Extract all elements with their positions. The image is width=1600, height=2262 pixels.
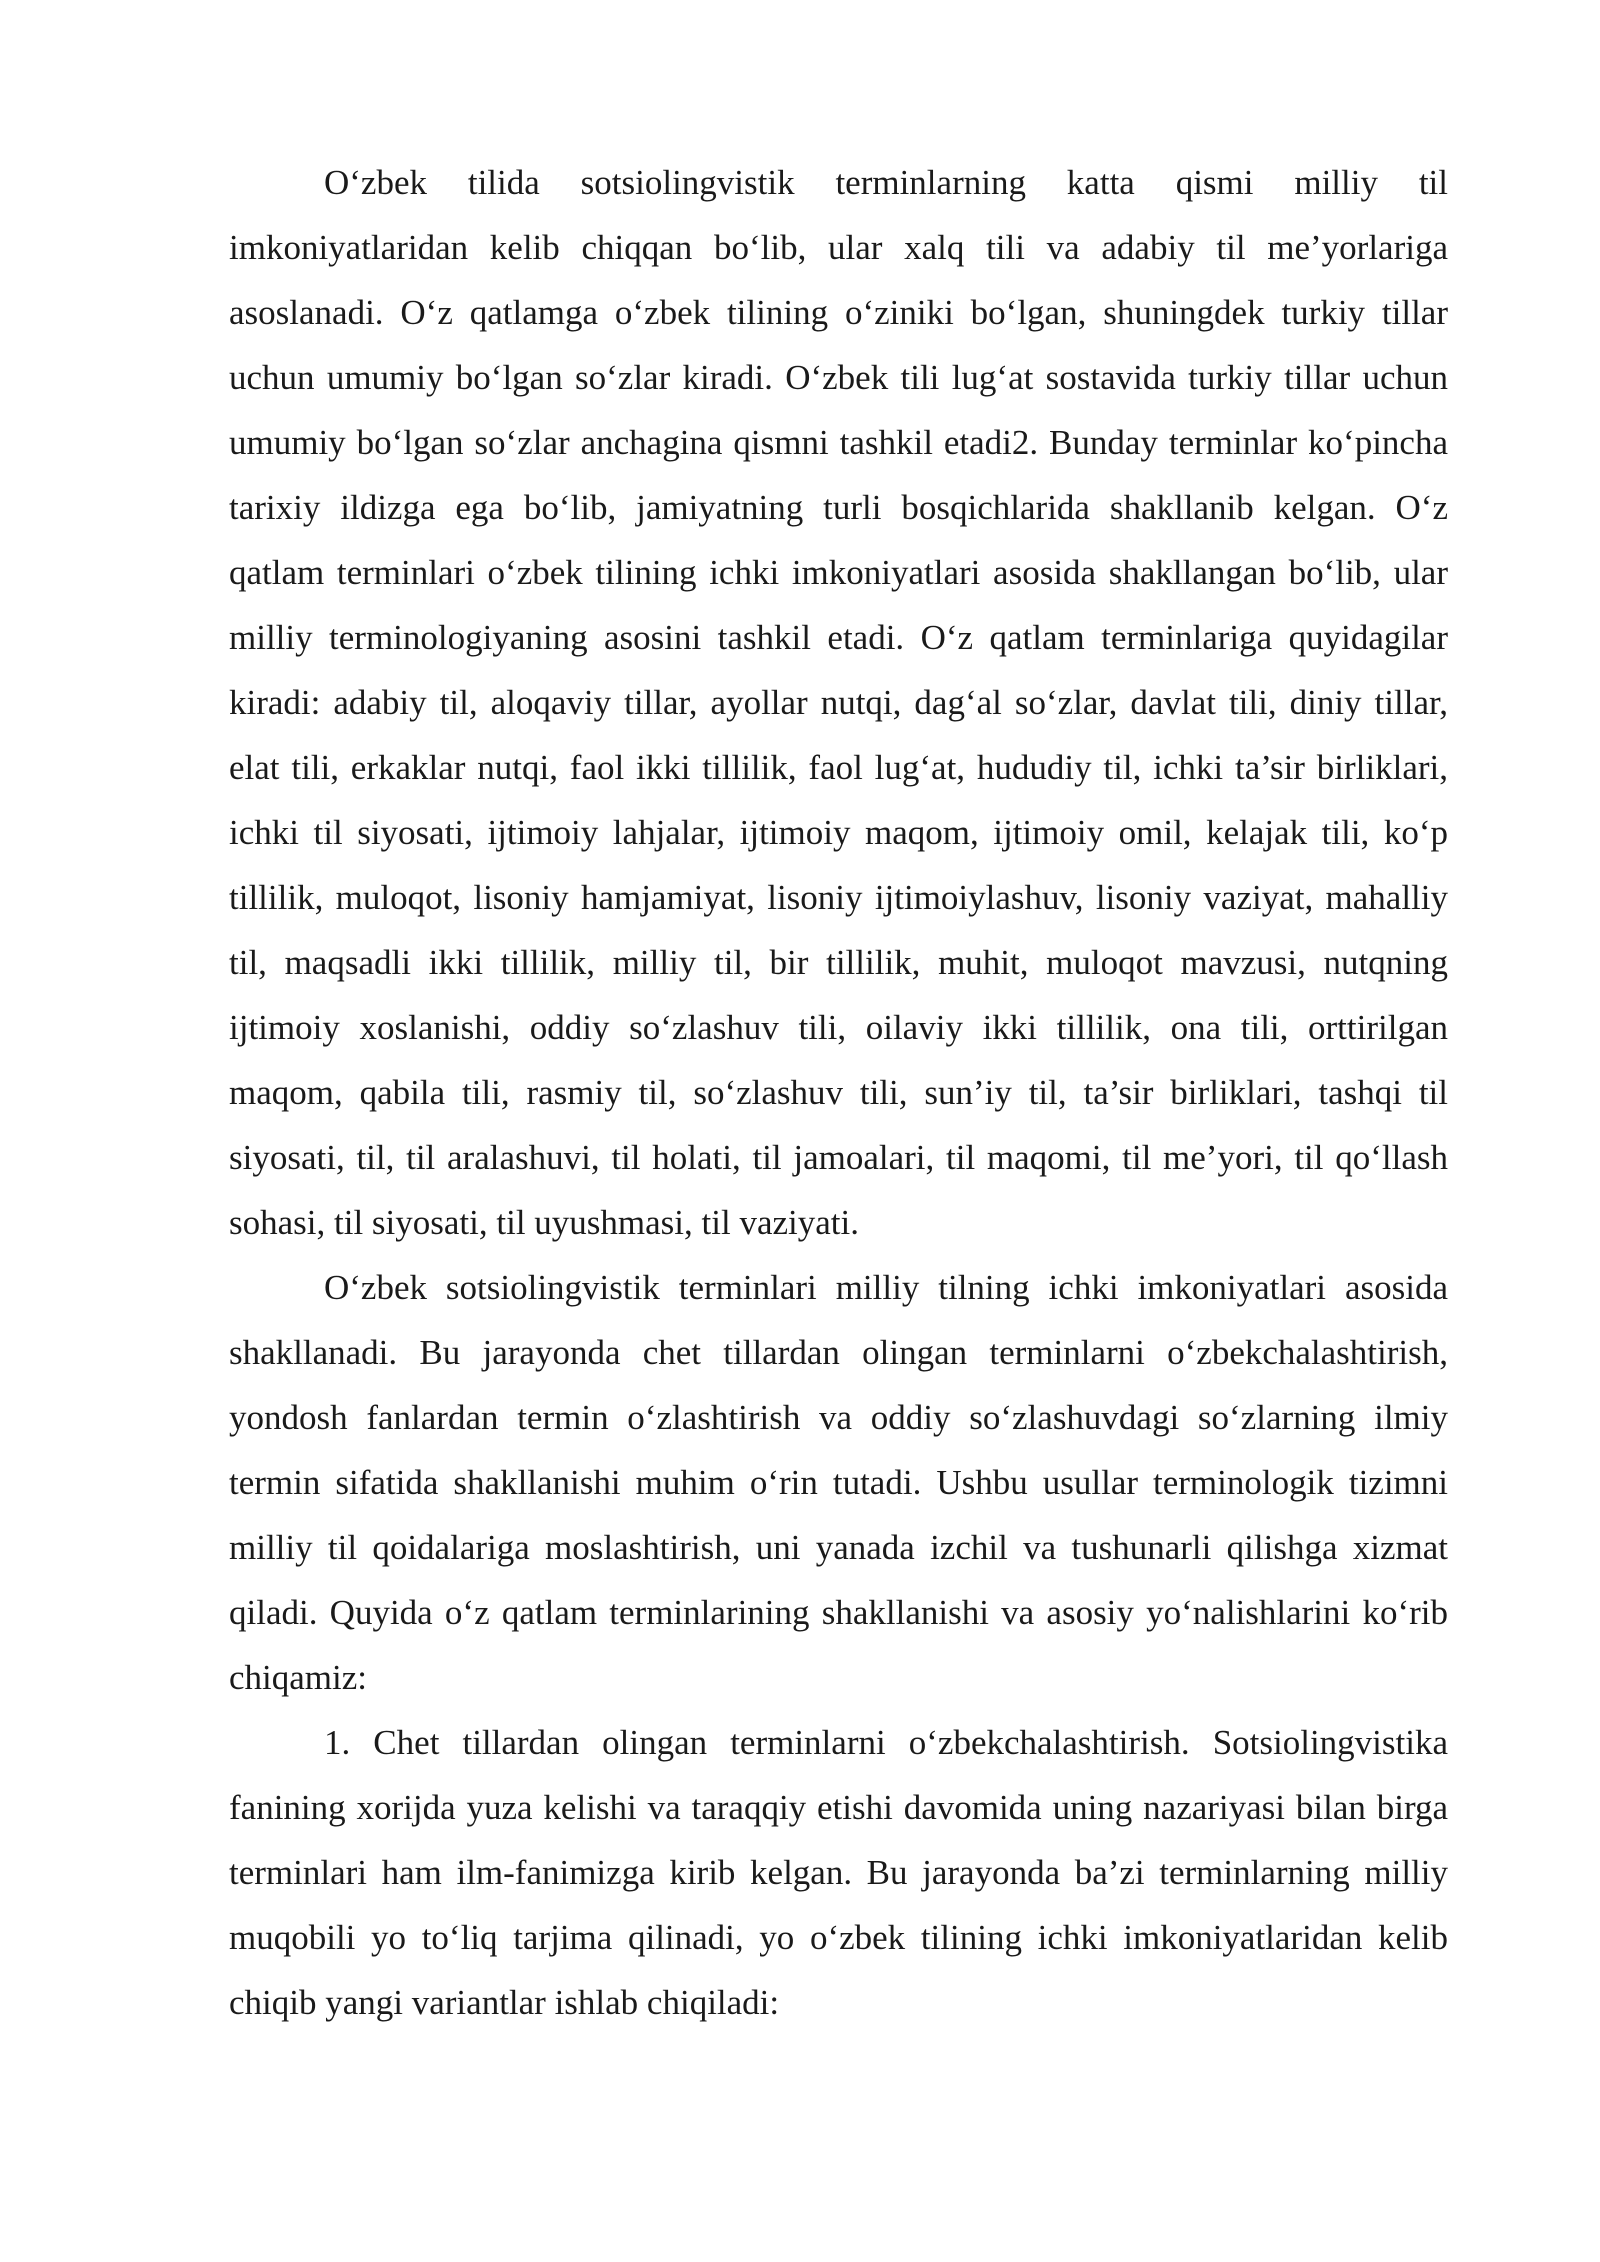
body-text	[229, 150, 1448, 2035]
paragraph-2: O‘zbek sotsiolingvistik terminlari milliy tilning ichki imkoniyatlari asosida shakllanadi. Bu jarayonda chet tillardan olingan terminlarni o‘zbekchalashtirish, yondosh fanlardan termin o‘zlashtirish va oddiy so‘zlashuvdagi so‘zlarning ilmiy termin sifatida shakllanishi muhim o‘rin tutadi. Ushbu usullar terminologik tizimni milliy til qoidalariga moslashtirish, uni yanada izchil va tushunarli qilishga xizmat qiladi. Quyida o‘z qatlam terminlarining shakllanishi va asosiy yo‘nalishlarini ko‘rib chiqamiz:	[229, 1268, 1448, 1697]
paragraph-1: O‘zbek tilida sotsiolingvistik terminlarning katta qismi milliy til imkoniyatlaridan kelib chiqqan bo‘lib, ular xalq tili va adabiy til me’yorlariga asoslanadi. O‘z qatlamga o‘zbek tilining o‘ziniki bo‘lgan, shuningdek turkiy tillar uchun umumiy bo‘lgan so‘zlar kiradi. O‘zbek tili lug‘at sostavida turkiy tillar uchun umumiy bo‘lgan so‘zlar anchagina qismni tashkil etadi2. Bunday terminlar ko‘pincha tarixiy ildizga ega bo‘lib, jamiyatning turli bosqichlarida shakllanib kelgan. O‘z qatlam terminlari o‘zbek tilining ichki imkoniyatlari asosida shakllangan bo‘lib, ular milliy terminologiyaning asosini tashkil etadi. O‘z qatlam terminlariga quyidagilar kiradi: adabiy til, aloqaviy tillar, ayollar nutqi, dag‘al so‘zlar, davlat tili, diniy tillar, elat tili, erkaklar nutqi, faol ikki tillilik, faol lug‘at, hududiy til, ichki ta’sir birliklari, ichki til siyosati, ijtimoiy lahjalar, ijtimoiy maqom, ijtimoiy omil, kelajak tili, ko‘p tillilik, muloqot, lisoniy hamjamiyat, lisoniy ijtimoiylashuv, lisoniy vaziyat, mahalliy til, maqsadli ikki tillilik, milliy til, bir tillilik, muhit, muloqot mavzusi, nutqning ijtimoiy xoslanishi, oddiy so‘zlashuv tili, oilaviy ikki tillilik, ona tili, orttirilgan maqom, qabila tili, rasmiy til, so‘zlashuv tili, sun’iy til, ta’sir birliklari, tashqi til siyosati, til, til aralashuvi, til holati, til jamoalari, til maqomi, til me’yori, til qo‘llash sohasi, til siyosati, til uyushmasi, til vaziyati.	[229, 163, 1448, 1242]
paragraph-3-numbered-item: 1. Chet tillardan olingan terminlarni o‘zbekchalashtirish. Sotsiolingvistika fanining xorijda yuza kelishi va taraqqiy etishi davomida uning nazariyasi bilan birga terminlari ham ilm-fanimizga kirib kelgan. Bu jarayonda ba’zi terminlarning milliy muqobili yo to‘liq tarjima qilinadi, yo o‘zbek tilining ichki imkoniyatlaridan kelib chiqib yangi variantlar ishlab chiqiladi:	[229, 1723, 1448, 2022]
